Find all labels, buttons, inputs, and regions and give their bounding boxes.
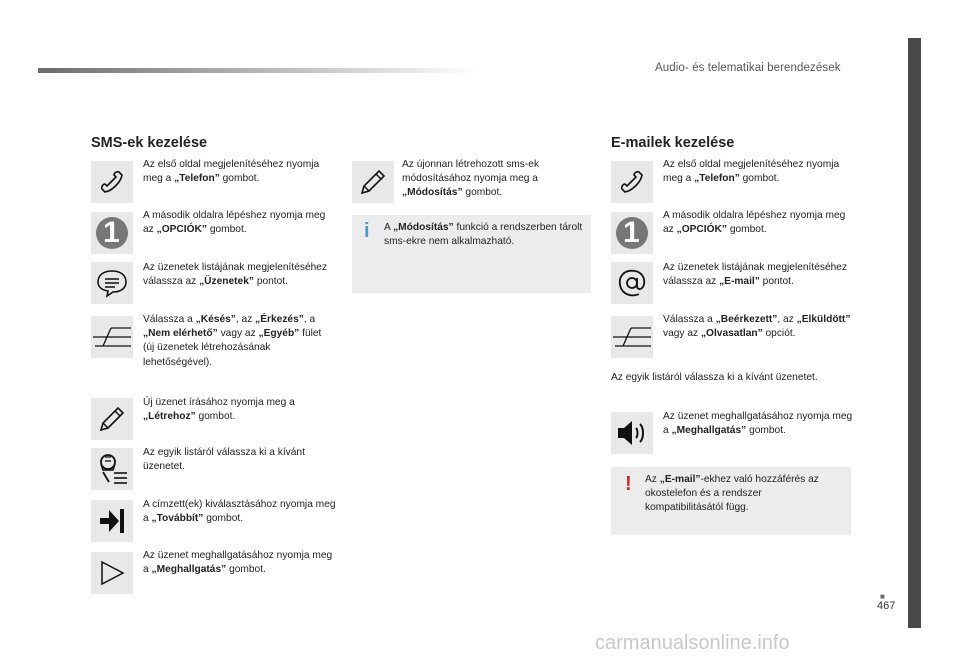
sms-step-7-text: A címzett(ek) kiválasztásához nyomja meg a „Továbbít” gombot. <box>143 499 336 525</box>
forward-icon <box>91 500 133 542</box>
info-note-text: A „Módosítás” funkció a rendszerben tárolt sms-ekre nem alkalmazható. <box>384 222 583 248</box>
watermark: carmanualsonline.info <box>595 632 790 654</box>
email-step-2-text: A második oldalra lépéshez nyomja meg az „OPCIÓK” gombot. <box>663 210 846 236</box>
sms-step-8-text: Az üzenet meghallgatásához nyomja meg a „Meghallgatás” gombot. <box>143 550 333 576</box>
warning-note <box>611 467 851 535</box>
email-step-5-text: Az üzenet meghallgatásához nyomja meg a „Meghallgatás” gombot. <box>663 411 853 437</box>
warning-icon: ! <box>625 473 632 495</box>
step-number-icon: 1 <box>611 212 653 254</box>
sms-step-3-text: Az üzenetek listájának megjelenítéséhez válassza az „Üzenetek” pontot. <box>143 262 328 288</box>
sms-step-5-text: Új üzenet írásához nyomja meg a „Létrehoz” gombot. <box>143 397 295 423</box>
step-number-icon: 1 <box>91 212 133 254</box>
pencil-icon <box>352 161 394 203</box>
sms-step-1-text: Az első oldal megjelenítéséhez nyomja meg a „Telefon” gombot. <box>143 159 320 185</box>
page-marker: ■ <box>880 592 886 601</box>
sms-step-4-text: Válassza a „Késés”, az „Érkezés”, a „Nem elérhető” vagy az „Egyéb” fület (új üzenetek létrehozásának lehetőségével). <box>143 314 322 368</box>
info-icon: i <box>364 220 370 242</box>
speaker-icon <box>611 412 653 454</box>
pencil-icon <box>91 398 133 440</box>
tab-icon <box>91 316 133 358</box>
header-gradient-bar <box>38 68 478 73</box>
page-number: 467 <box>877 600 896 612</box>
email-step-1-text: Az első oldal megjelenítéséhez nyomja meg a „Telefon” gombot. <box>663 159 840 185</box>
tab-icon <box>611 316 653 358</box>
info-note <box>352 215 591 293</box>
contact-list-icon <box>91 448 133 490</box>
email-section-title: E-mailek kezelése <box>611 135 735 151</box>
play-icon <box>91 552 133 594</box>
phone-icon <box>91 161 133 203</box>
side-tab-bar <box>908 38 921 628</box>
email-step-3-text: Az üzenetek listájának megjelenítéséhez válassza az „E-mail” pontot. <box>663 262 848 288</box>
at-sign-icon <box>611 262 653 304</box>
sms-section-title: SMS-ek kezelése <box>91 135 208 151</box>
phone-icon <box>611 161 653 203</box>
email-select-text: Az egyik listáról válassza ki a kívánt üzenetet. <box>611 372 818 383</box>
page-header-title: Audio- és telematikai berendezések <box>655 62 841 74</box>
warning-note-text: Az „E-mail”-ekhez való hozzáférés az okostelefon és a rendszer kompatibilitásától függ. <box>645 474 819 514</box>
sms-step-6-text: Az egyik listáról válassza ki a kívánt üzenetet. <box>143 447 305 473</box>
sms-modify-text: Az újonnan létrehozott sms-ek módosításához nyomja meg a „Módosítás” gombot. <box>402 159 540 199</box>
message-list-icon <box>91 262 133 304</box>
email-step-4-text: Válassza a „Beérkezett”, az „Elküldött” vagy az „Olvasatlan” opciót. <box>663 314 851 340</box>
sms-step-2-text: A második oldalra lépéshez nyomja meg az „OPCIÓK” gombot. <box>143 210 326 236</box>
